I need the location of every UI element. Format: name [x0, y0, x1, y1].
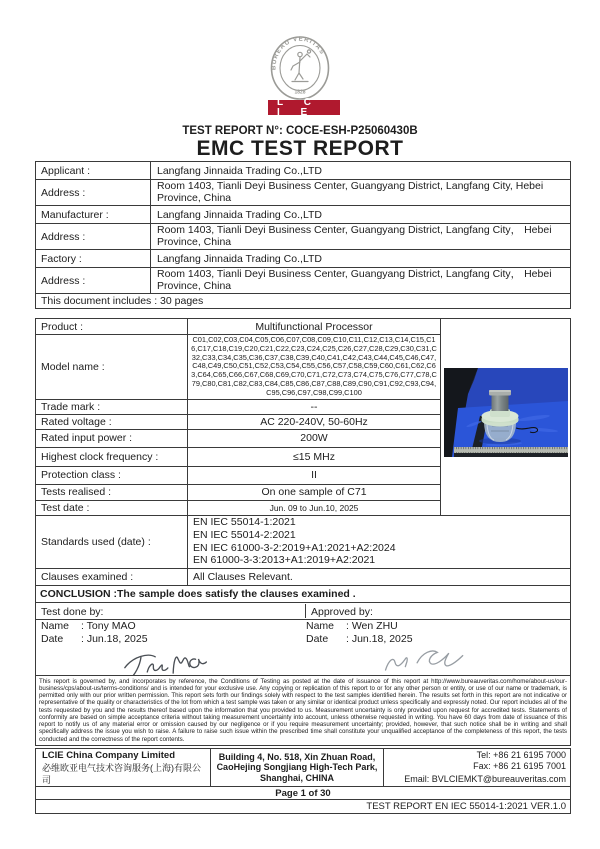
- row-value: II: [188, 466, 441, 484]
- bureau-veritas-seal-icon: [269, 36, 331, 100]
- tester-signature: [119, 643, 217, 675]
- footer-address-line: Shanghai, CHINA: [259, 772, 334, 783]
- row-value: All Clauses Relevant.: [188, 568, 571, 585]
- row-value: AC 220-240V, 50-60Hz: [188, 414, 441, 429]
- seal-year: 1828: [294, 89, 306, 96]
- approver-date-line: [306, 633, 570, 646]
- row-value: --: [188, 399, 441, 414]
- table-row: [36, 180, 571, 206]
- table-row: [36, 294, 571, 309]
- row-value: Langfang Jinnaida Trading Co.,LTD: [151, 162, 571, 180]
- footer-company-name-cn: 必维欧亚电气技术咨询服务(上海)有限公司: [42, 763, 201, 785]
- seal-figure-icon: [291, 50, 311, 82]
- eut-photo-cell: [441, 319, 571, 516]
- info-table: [35, 161, 571, 309]
- footer-table: [35, 748, 571, 814]
- row-label: Trade mark :: [36, 399, 188, 414]
- approver-name: : Wen ZHU: [346, 620, 398, 633]
- report-version: TEST REPORT EN IEC 55014-1:2021 VER.1.0: [36, 800, 571, 814]
- row-label: Product :: [36, 319, 188, 335]
- tester-date-line: [41, 633, 300, 646]
- product-photo: [444, 368, 568, 457]
- table-row: [36, 224, 571, 250]
- row-label: Standards used (date) :: [36, 515, 188, 568]
- row-label: Address :: [36, 180, 151, 206]
- footer-fax: Fax: +86 21 6195 7001: [473, 760, 566, 771]
- row-label: Model name :: [36, 335, 188, 400]
- standard-item: EN IEC 55014-1:2021: [193, 516, 296, 529]
- name-label: Name: [306, 620, 335, 633]
- tester-name-line: [41, 620, 300, 633]
- report-number: TEST REPORT N°: COCE-ESH-P25060430B: [182, 125, 418, 137]
- row-value: Multifunctional Processor: [188, 319, 441, 335]
- footer-company-cell: [36, 749, 211, 787]
- standard-item: EN IEC 55014-2:2021: [193, 528, 296, 541]
- row-label: Tests realised :: [36, 484, 188, 500]
- row-value: Langfang Jinnaida Trading Co.,LTD: [151, 206, 571, 224]
- lcie-logo-text: L C I E: [277, 96, 320, 118]
- row-label: Factory :: [36, 250, 151, 268]
- row-value: Room 1403, Tianli Deyi Business Center, Guangyang District, Langfang City， Hebei Province, China: [151, 268, 571, 294]
- page-indicator: Page 1 of 30: [36, 787, 571, 800]
- table-row: [36, 319, 571, 335]
- table-row: [36, 206, 571, 224]
- table-row: [36, 515, 571, 568]
- table-row: [36, 268, 571, 294]
- table-row: [36, 619, 571, 675]
- table-row: [36, 675, 571, 745]
- row-label: Applicant :: [36, 162, 151, 180]
- standard-item: EN IEC 61000-3-2:2019+A1:2021+A2:2024: [193, 541, 396, 554]
- table-row: [36, 568, 571, 585]
- footer-main-row: [36, 749, 571, 787]
- footer-contact: [384, 749, 571, 787]
- row-label: Manufacturer :: [36, 206, 151, 224]
- row-value: Jun. 09 to Jun.10, 2025: [188, 500, 441, 515]
- tester-name: : Tony MAO: [81, 620, 136, 633]
- approver-date: : Jun.18, 2025: [346, 633, 413, 646]
- date-label: Date: [306, 633, 329, 646]
- lcie-logo: [268, 96, 340, 118]
- document-pages-note: This document includes : 30 pages: [36, 294, 571, 309]
- row-label: Address :: [36, 268, 151, 294]
- disclaimer-text: This report is governed by, and incorporates by reference, the Conditions of Testing as posted at the date of issuance of this report at http://www.bureauveritas.com/home/about-us/our-business/cps/about-us/terms-conditions/ and is intended for your exclusive use. Any copying or replication of this report to or for any other person or entity, or use of our name or trademark, is permitted only with our prior written permission. This report sets forth our findings solely with respect to the test samples identified herein. The results set forth in this report are not indicative or representative of the quality or characteristics of the lot from which a test sample was taken or any similar or identical product unless specifically and expressly noted. Our report includes all of the tests requested by you and the results thereof based upon the information that you provided to us. Measurement uncertainty is only provided upon request for accredited tests. Statements of conformity are based on simple acceptance criteria without taking measurement uncertainty into account, unless otherwise requested in writing. You have 60 days from date of issuance of this report to notify us of any material error or omission caused by our negligence or if you require measurement uncertainty; provided, however, that such notice shall be in writing and shall specifically address the issue you wish to raise. A failure to raise such issue within the prescribed time shall constitute your unqualified acceptance of the completeness of this report, the tests conducted and the correctness of the report contents.: [36, 675, 571, 745]
- approver-identity: [301, 620, 570, 646]
- test-done-by-label: Test done by:: [36, 604, 306, 618]
- table-row: [36, 602, 571, 619]
- row-label: Clauses examined :: [36, 568, 188, 585]
- row-label: Rated input power :: [36, 429, 188, 447]
- signature-row: [36, 619, 571, 675]
- approver-name-line: [306, 620, 570, 633]
- page-title: EMC TEST REPORT: [196, 137, 404, 160]
- standard-item: EN 61000-3-3:2013+A1:2019+A2:2021: [193, 554, 376, 567]
- row-label: Highest clock frequency :: [36, 447, 188, 466]
- row-label: Test date :: [36, 500, 188, 515]
- footer-company-name: LCIE China Company Limited: [42, 750, 176, 761]
- row-label: Protection class :: [36, 466, 188, 484]
- name-label: Name: [41, 620, 70, 633]
- footer-ref-row: [36, 800, 571, 814]
- model-name-list: C01,C02,C03,C04,C05,C06,C07,C08,C09,C10,C11,C12,C13,C14,C15,C16,C17,C18,C19,C20,C21,C22,C23,C24,C25,C26,C27,C28,C29,C30,C31,C32,C33,C34,C35,C36,C37,C38,C39,C40,C41,C42,C43,C44,C45,C46,C47,C48,C49,C50,C51,C52,C53,C54,C55,C56,C57,C58,C59,C60,C61,C62,C63,C64,C65,C66,C67,C68,C69,C70,C71,C72,C73,C74,C75,C76,C77,C78,C79,C80,C81,C82,C83,C84,C85,C86,C87,C88,C89,C90,C91,C92,C93,C94,C95,C96,C97,C98,C99,C100: [188, 335, 441, 400]
- table-row: [36, 162, 571, 180]
- conclusion-statement: CONCLUSION :The sample does satisfy the clauses examined .: [36, 585, 571, 602]
- approved-by-label: Approved by:: [311, 605, 373, 618]
- footer-email: Email: BVLCIEMKT@bureauveritas.com: [404, 774, 566, 785]
- row-label: Address :: [36, 224, 151, 250]
- standards-list: [188, 515, 571, 568]
- table-row: [36, 250, 571, 268]
- footer-page-row: [36, 787, 571, 800]
- date-label: Date: [41, 633, 64, 646]
- spec-table: [35, 318, 571, 746]
- table-row: [36, 585, 571, 602]
- row-label: Rated voltage :: [36, 414, 188, 429]
- tester-date: : Jun.18, 2025: [81, 633, 148, 646]
- approver-signature: [380, 644, 477, 675]
- seal-circular-text: BUREAU VERITAS: [270, 36, 327, 71]
- row-value: ≤15 MHz: [188, 447, 441, 466]
- row-value: 200W: [188, 429, 441, 447]
- row-value: Room 1403, Tianli Deyi Business Center, Guangyang District, Langfang City, Hebei Province, China: [151, 180, 571, 206]
- tester-identity: [36, 620, 300, 646]
- row-value: Langfang Jinnaida Trading Co.,LTD: [151, 250, 571, 268]
- footer-address: [211, 749, 384, 787]
- footer-address-line: Building 4, No. 518, Xin Zhuan Road,: [218, 751, 376, 762]
- signoff-header-row: [36, 602, 571, 619]
- row-value: Room 1403, Tianli Deyi Business Center, Guangyang District, Langfang City， Hebei Province, China: [151, 224, 571, 250]
- footer-tel: Tel: +86 21 6195 7000: [476, 750, 566, 761]
- footer-address-line: CaoHejing Songjiang High-Tech Park,: [216, 762, 378, 773]
- row-value: On one sample of C71: [188, 484, 441, 500]
